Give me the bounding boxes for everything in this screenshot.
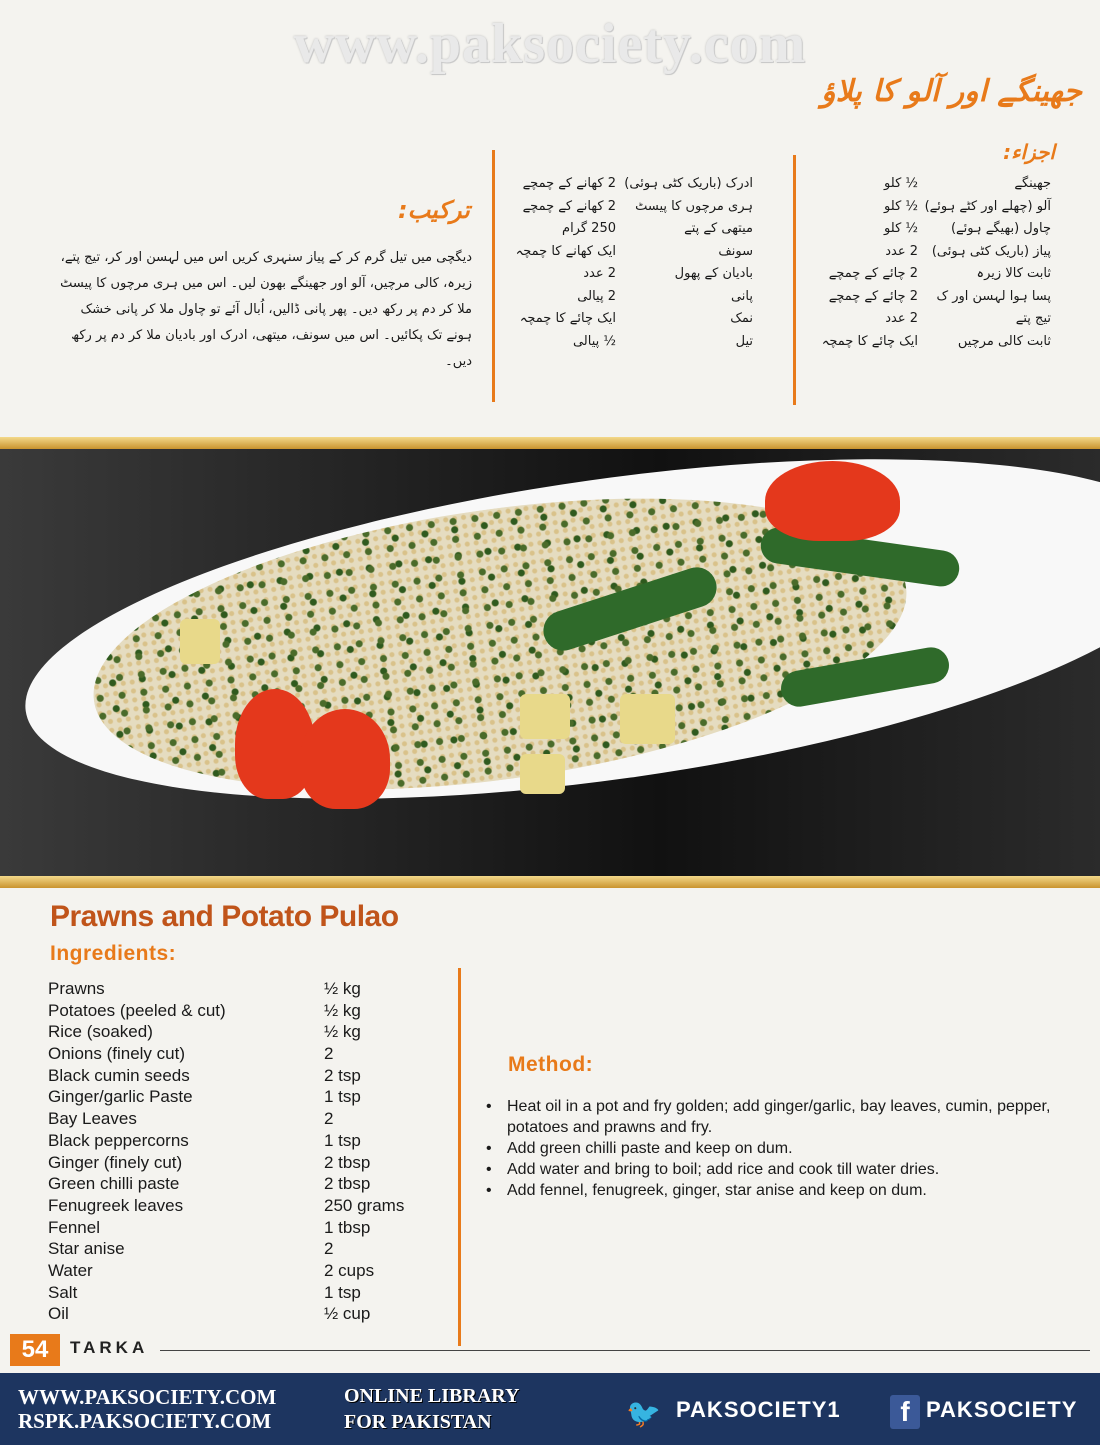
urdu-ingredient-name: جھینگے (1014, 176, 1051, 191)
english-method-steps (486, 1096, 1066, 1201)
ingredient-row (48, 1238, 448, 1260)
ingredient-row (48, 1260, 448, 1282)
ingredient-qty: ½ cup (324, 1304, 371, 1324)
urdu-ingredient-qty: ایک چائے کا چمچہ (821, 333, 918, 349)
tomato-flower (300, 709, 390, 809)
ingredient-row (48, 1195, 448, 1217)
footer-library-line: ONLINE LIBRARY (344, 1385, 520, 1407)
urdu-recipe-title: جھینگے اور آلو کا پلاؤ (821, 74, 1082, 109)
magazine-rule (160, 1350, 1090, 1351)
urdu-ingredients-right (805, 176, 1051, 356)
urdu-ingredient-qty: ½ کلو (884, 176, 918, 191)
potato-piece (520, 694, 570, 739)
ingredient-qty: 1 tsp (324, 1087, 361, 1107)
ingredient-qty: 1 tsp (324, 1130, 361, 1150)
footer-banner (0, 1373, 1100, 1445)
ingredient-qty: 2 (324, 1109, 334, 1129)
ingredient-name: Black cumin seeds (48, 1065, 190, 1085)
ingredient-qty: ½ kg (324, 1022, 361, 1042)
method-step: • Add fennel, fenugreek, ginger, star anise and keep on dum. (486, 1180, 1066, 1201)
urdu-ingredient-name: بادیان کے پھول (674, 266, 753, 281)
ingredient-qty: ½ kg (324, 979, 361, 998)
ingredient-name: Green chilli paste (48, 1174, 180, 1194)
method-step: • Add water and bring to boil; add rice and cook till water dries. (486, 1159, 1066, 1180)
english-recipe-title: Prawns and Potato Pulao (50, 900, 399, 933)
urdu-ingredient-qty: ½ کلو (884, 221, 918, 236)
urdu-ingredient-name: پسا ہوا لہسن اور ک (936, 288, 1051, 304)
urdu-ingredient-qty: 2 عدد (885, 243, 918, 259)
urdu-ingredient-qty: ½ پیالی (572, 333, 616, 349)
urdu-method-text: دیگچی میں تیل گرم کر کے پیاز سنہری کریں اس میں لہسن اور کر، تیج پتے، زیرہ، کالی مرچیں، آلو اور جھینگے بھون لیں۔ اس میں ہری مرچوں کا پیسٹ ملا کر دم پر رکھ دیں۔ پھر پانی ڈالیں، اُبال آئے تو چاول ملا کر پانی خشک ہونے تک پکائیں۔ اس میں سونف، میتھی، ادرک اور بادیان ملا کر دم پر رکھ دیں۔ (60, 250, 472, 369)
urdu-ingredient-name: پانی (730, 288, 753, 304)
urdu-ingredient-qty: 250 گرام (562, 221, 616, 236)
urdu-ingredient-row (805, 221, 1051, 244)
ingredient-qty: 1 tsp (324, 1282, 361, 1302)
ingredient-row (48, 1043, 448, 1065)
potato-piece (520, 754, 565, 794)
potato-piece (620, 694, 675, 744)
urdu-ingredient-qty: ایک چائے کا چمچہ (519, 311, 616, 326)
ingredient-name: Fennel (48, 1217, 100, 1237)
urdu-ingredient-name: ہری مرچوں کا پیسٹ (635, 198, 753, 214)
urdu-ingredient-name: ثابت کالی مرچیں (957, 333, 1051, 349)
urdu-ingredient-row (505, 221, 753, 244)
urdu-ingredient-row (805, 176, 1051, 199)
ingredient-qty: 2 (324, 1239, 334, 1259)
tomato-flower (765, 461, 900, 541)
urdu-ingredient-row (805, 311, 1051, 334)
urdu-ingredient-name: تیج پتے (1015, 311, 1051, 326)
ingredient-row (48, 1282, 448, 1304)
urdu-ingredient-name: پیاز (باریک کٹی ہوئی) (931, 243, 1051, 259)
ingredient-qty: ½ kg (324, 1000, 361, 1020)
magazine-name: TARKA (70, 1338, 149, 1357)
urdu-ingredient-row (805, 266, 1051, 289)
method-step: • Heat oil in a pot and fry golden; add ginger/garlic, bay leaves, cumin, pepper, potatoes and prawns and fry. (486, 1096, 1066, 1138)
urdu-ingredient-row (505, 311, 753, 334)
ingredient-qty: 250 grams (324, 1195, 405, 1215)
urdu-ingredient-qty: 2 چائے کے چمچے (828, 288, 918, 304)
urdu-ingredient-name: نمک (730, 311, 753, 326)
photo-top-border (0, 437, 1100, 449)
method-step: • Add green chilli paste and keep on dum. (486, 1138, 1066, 1159)
ingredient-name: Bay Leaves (48, 1109, 137, 1129)
twitter-handle[interactable]: PAKSOCIETY1 (676, 1397, 841, 1422)
dish-photo (0, 449, 1100, 876)
english-method-heading: Method: (508, 1053, 594, 1076)
urdu-ingredient-qty: 2 کھانے کے چمچے (522, 198, 616, 214)
urdu-ingredient-row (805, 334, 1051, 357)
ingredient-row (48, 1086, 448, 1108)
urdu-ingredient-name: چاول (بھیگے ہوئے) (950, 221, 1051, 236)
facebook-icon: f (890, 1395, 920, 1429)
ingredient-name: Ginger/garlic Paste (48, 1087, 193, 1107)
urdu-ingredient-qty: 2 عدد (583, 266, 616, 281)
ingredient-name: Ginger (finely cut) (48, 1152, 183, 1172)
divider-left (492, 150, 495, 402)
footer-site-link[interactable]: WWW.PAKSOCIETY.COM (18, 1385, 277, 1409)
urdu-method-heading: ترکیب: (398, 196, 470, 224)
ingredient-row (48, 978, 448, 1000)
ingredient-qty: 2 tsp (324, 1065, 361, 1085)
urdu-ingredients-middle (505, 176, 753, 356)
watermark-site: www.paksociety.com (293, 13, 807, 75)
facebook-handle[interactable]: PAKSOCIETY (926, 1397, 1078, 1422)
ingredient-row (48, 1152, 448, 1174)
english-ingredients-list (48, 978, 448, 1325)
urdu-ingredient-row (505, 199, 753, 222)
page-number: 54 (10, 1334, 60, 1366)
ingredient-row (48, 1065, 448, 1087)
urdu-ingredients-heading: اجزاء: (1003, 140, 1055, 164)
urdu-ingredient-row (505, 266, 753, 289)
ingredient-name: Water (48, 1260, 93, 1280)
ingredient-row (48, 1021, 448, 1043)
urdu-ingredient-row (505, 289, 753, 312)
ingredient-qty: 2 tbsp (324, 1152, 371, 1172)
urdu-ingredient-qty: 2 چائے کے چمچے (828, 266, 918, 281)
twitter-bird-icon: 🐦 (626, 1397, 661, 1430)
urdu-ingredient-row (505, 176, 753, 199)
ingredient-row (48, 1217, 448, 1239)
urdu-ingredient-row (805, 289, 1051, 312)
ingredient-name: Onions (finely cut) (48, 1044, 185, 1064)
urdu-ingredient-qty: 2 پیالی (577, 288, 616, 304)
urdu-ingredient-qty: 2 عدد (885, 311, 918, 326)
urdu-ingredient-name: تیل (735, 333, 753, 349)
english-divider (458, 968, 461, 1346)
urdu-ingredient-qty: ½ کلو (884, 198, 918, 214)
ingredient-row (48, 1000, 448, 1022)
ingredient-qty: 2 (324, 1044, 334, 1064)
urdu-ingredient-name: آلو (چھلے اور کٹے ہوئے) (924, 198, 1051, 214)
ingredient-name: Oil (48, 1304, 69, 1324)
ingredient-qty: 2 cups (324, 1260, 375, 1280)
potato-piece (180, 619, 220, 664)
english-ingredients-heading: Ingredients: (50, 942, 177, 965)
urdu-ingredient-name: ثابت کالا زیرہ (976, 266, 1051, 281)
urdu-ingredient-row (805, 244, 1051, 267)
ingredient-row (48, 1173, 448, 1195)
divider-right (793, 155, 796, 405)
urdu-ingredient-row (505, 244, 753, 267)
photo-bottom-border (0, 876, 1100, 888)
ingredient-row (48, 1130, 448, 1152)
ingredient-qty: 1 tbsp (324, 1217, 371, 1237)
urdu-ingredient-qty: ایک کھانے کا چمچہ (515, 243, 616, 259)
footer-library-line: FOR PAKISTAN (344, 1411, 492, 1433)
ingredient-name: Rice (soaked) (48, 1022, 153, 1042)
urdu-ingredient-name: ادرک (باریک کٹی ہوئی) (624, 176, 753, 191)
urdu-ingredient-name: سونف (718, 243, 753, 259)
ingredient-name: Prawns (48, 979, 105, 998)
urdu-ingredient-qty: 2 کھانے کے چمچے (522, 176, 616, 191)
urdu-ingredient-row (505, 334, 753, 357)
ingredient-name: Fenugreek leaves (48, 1195, 184, 1215)
footer-library-text (344, 1383, 519, 1435)
ingredient-row (48, 1303, 448, 1325)
ingredient-name: Star anise (48, 1239, 125, 1259)
ingredient-name: Potatoes (peeled & cut) (48, 1000, 226, 1020)
ingredient-qty: 2 tbsp (324, 1174, 371, 1194)
ingredient-row (48, 1108, 448, 1130)
urdu-ingredient-row (805, 199, 1051, 222)
footer-sites (18, 1385, 276, 1433)
ingredient-name: Black peppercorns (48, 1130, 189, 1150)
ingredient-name: Salt (48, 1282, 78, 1302)
urdu-ingredient-name: میتھی کے پتے (684, 221, 753, 236)
footer-site-link[interactable]: RSPK.PAKSOCIETY.COM (18, 1409, 272, 1433)
